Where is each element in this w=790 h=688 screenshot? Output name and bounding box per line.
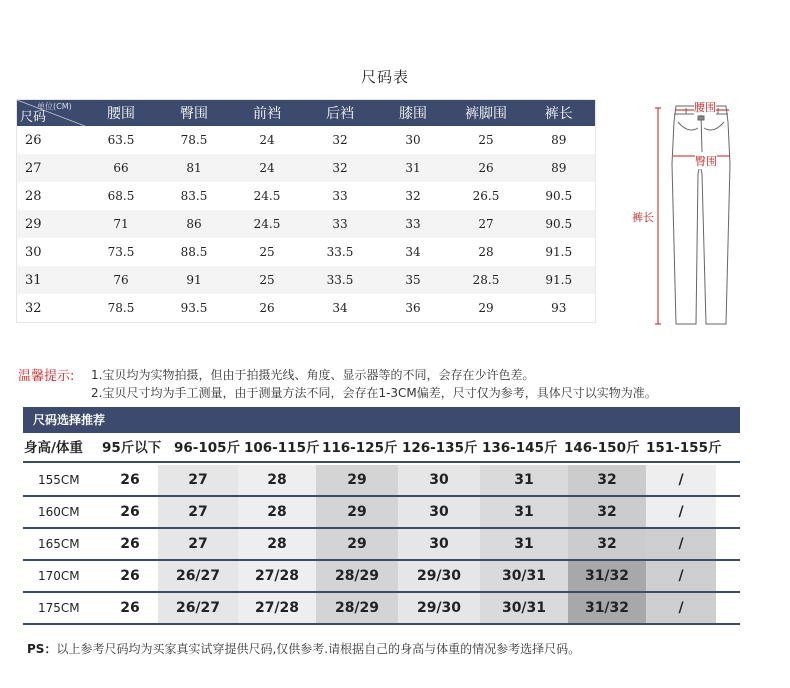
recommend-size-cell: 28/29: [316, 561, 398, 591]
length-label: 裤长: [632, 211, 654, 224]
recommend-size-cell: 31/32: [568, 593, 646, 623]
measurement-cell: 28: [450, 238, 523, 266]
measurement-cell: 28.5: [450, 266, 523, 294]
recommend-size-cell: 28: [238, 465, 316, 495]
tip-line-2: 2.宝贝尺寸均为手工测量，由于测量方法不同，会存在1-3CM偏差，尺寸仅为参考，具体尺寸以实物为准。: [91, 386, 657, 400]
recommend-size-cell: 26/27: [158, 593, 238, 623]
size-cell: 32: [17, 294, 85, 323]
recommend-column-headers: [24, 435, 740, 461]
measurement-cell: 26: [231, 294, 304, 323]
recommend-size-cell: /: [646, 593, 716, 623]
weight-header: 95斤以下: [102, 440, 162, 456]
size-row: [17, 154, 596, 182]
measurement-cell: 26.5: [450, 182, 523, 210]
recommend-size-cell: 26: [112, 529, 148, 559]
recommend-size-cell: 30/31: [480, 561, 568, 591]
recommend-size-cell: 29: [316, 465, 398, 495]
recommend-size-cell: 26: [112, 465, 148, 495]
recommend-size-cell: 32: [568, 465, 646, 495]
unit-label: 单位(CM): [37, 102, 72, 111]
recommend-row: [24, 561, 740, 591]
measurement-cell: 33: [304, 210, 377, 238]
size-row: [17, 210, 596, 238]
recommend-size-cell: 31: [480, 529, 568, 559]
measurement-cell: 88.5: [158, 238, 231, 266]
measurement-cell: 89: [523, 154, 596, 182]
hip-label: 臀围: [695, 155, 717, 168]
ps-text: 以上参考尺码均为买家真实试穿提供尺码,仅供参考.请根据自己的身高与体重的情况参考选择尺码。: [56, 642, 581, 656]
recommend-size-cell: /: [646, 497, 716, 527]
ps-label: PS：: [27, 642, 57, 656]
measurement-cell: 68.5: [85, 182, 158, 210]
measurement-cell: 78.5: [85, 294, 158, 323]
size-chart-header-row: [17, 100, 596, 127]
height-cell: 170CM: [38, 569, 80, 583]
recommend-size-cell: 32: [568, 529, 646, 559]
measurement-cell: 25: [450, 126, 523, 154]
measurement-cell: 63.5: [85, 126, 158, 154]
recommend-size-cell: /: [646, 561, 716, 591]
measurement-cell: 25: [231, 238, 304, 266]
weight-header: 126-135斤: [402, 440, 478, 456]
measurement-cell: 86: [158, 210, 231, 238]
measurement-cell: 93.5: [158, 294, 231, 323]
measurement-cell: 76: [85, 266, 158, 294]
measurement-cell: 34: [304, 294, 377, 323]
column-header: 膝围: [377, 100, 450, 127]
recommend-size-cell: 31: [480, 465, 568, 495]
pants-diagram: [626, 94, 776, 326]
recommend-row: [24, 497, 740, 527]
measurement-cell: 33: [377, 210, 450, 238]
recommend-size-cell: 26: [112, 497, 148, 527]
height-cell: 165CM: [38, 537, 80, 551]
measurement-cell: 91.5: [523, 238, 596, 266]
measurement-cell: 90.5: [523, 182, 596, 210]
recommend-size-cell: /: [646, 529, 716, 559]
measurement-cell: 26: [450, 154, 523, 182]
measurement-cell: 35: [377, 266, 450, 294]
measurement-cell: 29: [450, 294, 523, 323]
height-cell: 155CM: [38, 473, 80, 487]
measurement-cell: 91.5: [523, 266, 596, 294]
measurement-cell: 83.5: [158, 182, 231, 210]
weight-header: 106-115斤: [244, 440, 320, 456]
column-header: 裤长: [523, 100, 596, 127]
corner-label: 身高/体重: [24, 440, 83, 456]
size-row: [17, 238, 596, 266]
recommend-title: 尺码选择推荐: [23, 407, 740, 433]
recommend-size-cell: 31/32: [568, 561, 646, 591]
measurement-cell: 91: [158, 266, 231, 294]
recommend-size-cell: 29/30: [398, 593, 480, 623]
measurement-cell: 36: [377, 294, 450, 323]
recommend-size-cell: 27/28: [238, 561, 316, 591]
column-header: 腰围: [85, 100, 158, 127]
measurement-cell: 93: [523, 294, 596, 323]
recommend-size-cell: 26: [112, 593, 148, 623]
recommend-size-cell: 30: [398, 497, 480, 527]
ps-note: [27, 640, 580, 657]
weight-header: 146-150斤: [564, 440, 640, 456]
tip-line-1: 1.宝贝均为实物拍摄，但由于拍摄光线、角度、显示器等的不同，会存在少许色差。: [91, 368, 535, 382]
recommend-size-cell: 27: [158, 529, 238, 559]
measurement-cell: 32: [377, 182, 450, 210]
recommend-row: [24, 529, 740, 559]
measurement-cell: 81: [158, 154, 231, 182]
measurement-cell: 90.5: [523, 210, 596, 238]
size-cell: 31: [17, 266, 85, 294]
measurement-cell: 32: [304, 126, 377, 154]
measurement-cell: 33: [304, 182, 377, 210]
measurement-cell: 78.5: [158, 126, 231, 154]
weight-header: 151-155斤: [646, 440, 722, 456]
size-chart-corner: [17, 100, 85, 127]
size-row: [17, 294, 596, 323]
measurement-cell: 66: [85, 154, 158, 182]
recommend-size-cell: 29: [316, 497, 398, 527]
measurement-cell: 73.5: [85, 238, 158, 266]
weight-header: 136-145斤: [482, 440, 558, 456]
recommend-top-rule: [23, 461, 740, 463]
recommend-size-cell: /: [646, 465, 716, 495]
measurement-cell: 24: [231, 126, 304, 154]
recommend-size-cell: 26/27: [158, 561, 238, 591]
height-cell: 160CM: [38, 505, 80, 519]
column-header: 后裆: [304, 100, 377, 127]
measurement-cell: 34: [377, 238, 450, 266]
measurement-cell: 24.5: [231, 182, 304, 210]
size-cell: 29: [17, 210, 85, 238]
recommend-size-cell: 31: [480, 497, 568, 527]
tips-label: 温馨提示:: [18, 369, 75, 384]
size-label: 尺码: [20, 110, 47, 125]
recommend-row: [24, 465, 740, 495]
recommend-size-cell: 27: [158, 465, 238, 495]
size-chart-title: 尺码表: [360, 68, 409, 86]
column-header: 前裆: [231, 100, 304, 127]
size-cell: 26: [17, 126, 85, 154]
column-header: 裤脚围: [450, 100, 523, 127]
size-chart-table: [16, 99, 596, 323]
size-row: [17, 266, 596, 294]
measurement-cell: 24.5: [231, 210, 304, 238]
measurement-cell: 27: [450, 210, 523, 238]
column-header: 臀围: [158, 100, 231, 127]
recommend-size-cell: 29/30: [398, 561, 480, 591]
recommend-size-cell: 30: [398, 465, 480, 495]
recommend-row: [24, 593, 740, 623]
measurement-cell: 33.5: [304, 266, 377, 294]
recommend-size-cell: 27/28: [238, 593, 316, 623]
recommend-row-rule: [23, 623, 740, 625]
measurement-cell: 30: [377, 126, 450, 154]
recommend-size-cell: 28: [238, 497, 316, 527]
measurement-cell: 33.5: [304, 238, 377, 266]
size-row: [17, 126, 596, 154]
recommend-size-cell: 28: [238, 529, 316, 559]
recommend-size-cell: 29: [316, 529, 398, 559]
size-cell: 27: [17, 154, 85, 182]
measurement-cell: 89: [523, 126, 596, 154]
recommend-size-cell: 32: [568, 497, 646, 527]
waist-label: 腰围: [694, 101, 716, 114]
measurement-cell: 25: [231, 266, 304, 294]
recommend-size-cell: 30: [398, 529, 480, 559]
measurement-cell: 71: [85, 210, 158, 238]
weight-header: 96-105斤: [174, 440, 241, 456]
size-row: [17, 182, 596, 210]
measurement-cell: 24: [231, 154, 304, 182]
size-cell: 30: [17, 238, 85, 266]
weight-header: 116-125斤: [322, 440, 398, 456]
recommend-size-cell: 30/31: [480, 593, 568, 623]
height-cell: 175CM: [38, 601, 80, 615]
measurement-cell: 32: [304, 154, 377, 182]
recommend-size-cell: 28/29: [316, 593, 398, 623]
size-cell: 28: [17, 182, 85, 210]
recommend-size-cell: 26: [112, 561, 148, 591]
recommend-size-cell: 27: [158, 497, 238, 527]
measurement-cell: 31: [377, 154, 450, 182]
